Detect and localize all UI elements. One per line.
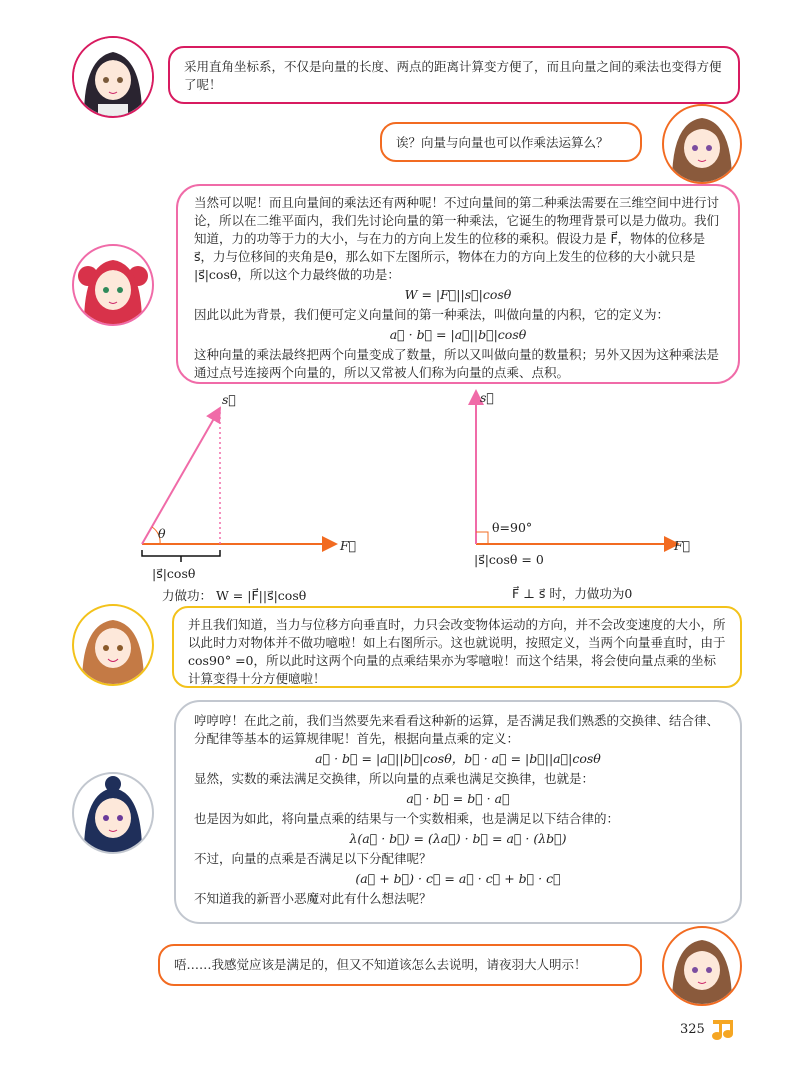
bubble-4-text: 并且我们知道，当力与位移方向垂直时，力只会改变物体运动的方向，并不会改变速度的大小，所以此时力对物体并不做功噫啦！如上右图所示。这也就说明，按照定义，当两个向量垂直时，由于cos90° =0，所以此时这两个向量的点乘结果亦为零噫啦！而这个结果，将会使向量点乘的坐标计算变得十分方便噫啦！ [188,617,726,686]
avatar-navy-hair-girl [72,772,154,854]
left-s-label: s⃗ [222,392,236,407]
speech-bubble-2 [380,122,642,162]
bubble-5-p4: 不过，向量的点乘是否满足以下分配律呢？ [194,851,432,866]
bubble-3-eq1: W = |F⃗||s⃗|cosθ [404,287,512,302]
bubble-3-p3: 这种向量的乘法最终把两个向量变成了数量，所以又叫做向量的数量积；另外又因为这种乘法是通过点号连接两个向量的，所以又常被人们称为向量的点乘、点积。 [194,347,720,380]
avatar-brown-hair-girl [662,104,742,184]
avatar-orange-hair-girl [72,604,154,686]
speech-bubble-5 [174,700,742,924]
bubble-5-eq1: a⃗ · b⃗ = |a⃗||b⃗|cosθ，b⃗ · a⃗ = |b⃗||a⃗|cosθ [315,751,601,766]
bubble-5-eq3: λ(a⃗ · b⃗) = (λa⃗) · b⃗ = a⃗ · (λb⃗) [349,831,567,846]
speech-bubble-3 [176,184,740,384]
bubble-3-p2: 因此以此为背景，我们便可定义向量间的第一种乘法，叫做向量的内积，它的定义为： [194,307,670,322]
left-F-label: F⃗ [340,538,357,553]
avatar-brown-hair-girl-2 [662,926,742,1006]
speech-bubble-6 [158,944,642,986]
music-note-icon [710,1016,736,1042]
bubble-6-text: 唔……我感觉应该是满足的，但又不知道该怎么去说明，请夜羽大人明示！ [174,957,587,972]
left-projection-label: |s⃗|cosθ [152,566,196,581]
bubble-2-text: 诶？向量与向量也可以作乘法运算么？ [396,135,609,150]
bubble-3-p1: 当然可以呢！而且向量间的乘法还有两种呢！不过向量间的第二种乘法需要在三维空间中进行讨论，所以在二维平面内，我们先讨论向量的第一种乘法，它诞生的物理背景可以是力做功。我们知道，力的功等于力的大小，与在力的方向上发生的位移的乘积。假设力是 F⃗，物体的位移是 s⃗，力与位移间的夹角是θ，那么如下左图所示，物体在力的方向上发生的位移的大小就只是 |s⃗|cosθ，所以这个力最终做的功是： [194,195,720,282]
avatar-red-hair-girl [72,244,154,326]
right-F-label: F⃗ [674,538,691,553]
speech-bubble-1 [168,46,740,104]
right-projection-label: |s⃗|cosθ = 0 [474,552,544,567]
right-s-label: s⃗ [480,390,494,405]
right-caption: F⃗ ⊥ s⃗ 时，力做功为0 [512,586,633,601]
bubble-1-text: 采用直角坐标系，不仅是向量的长度、两点的距离计算变方便了，而且向量之间的乘法也变得方便了呢！ [184,59,722,92]
left-theta-label: θ [158,526,166,541]
bubble-5-eq4: (a⃗ + b⃗) · c⃗ = a⃗ · c⃗ + b⃗ · c⃗ [355,871,561,886]
bubble-5-p3: 也是因为如此，将向量点乘的结果与一个实数相乘，也是满足以下结合律的： [194,811,620,826]
bubble-5-p5: 不知道我的新晋小恶魔对此有什么想法呢？ [194,891,432,906]
displacement-vector-line [142,408,220,544]
right-angle-marker [476,532,488,544]
projection-bracket [142,550,220,562]
bubble-5-eq2: a⃗ · b⃗ = b⃗ · a⃗ [406,791,510,806]
work-diagram-left [130,390,360,570]
avatar-dark-hair-girl [72,36,154,118]
right-angle-label: θ=90° [492,520,533,535]
bubble-3-eq2: a⃗ · b⃗ = |a⃗||b⃗|cosθ [389,327,527,342]
speech-bubble-4 [172,606,742,688]
bubble-5-p1: 哼哼哼！在此之前，我们当然要先来看看这种新的运算，是否满足我们熟悉的交换律、结合律、分配律等基本的运算规律呢！首先，根据向量点乘的定义： [194,713,720,746]
work-diagram-right [460,385,700,565]
page-number: 325 [680,1022,705,1037]
left-caption: 力做功： W = |F⃗||s⃗|cosθ [162,588,307,603]
bubble-5-p2: 显然，实数的乘法满足交换律，所以向量的点乘也满足交换律，也就是： [194,771,595,786]
